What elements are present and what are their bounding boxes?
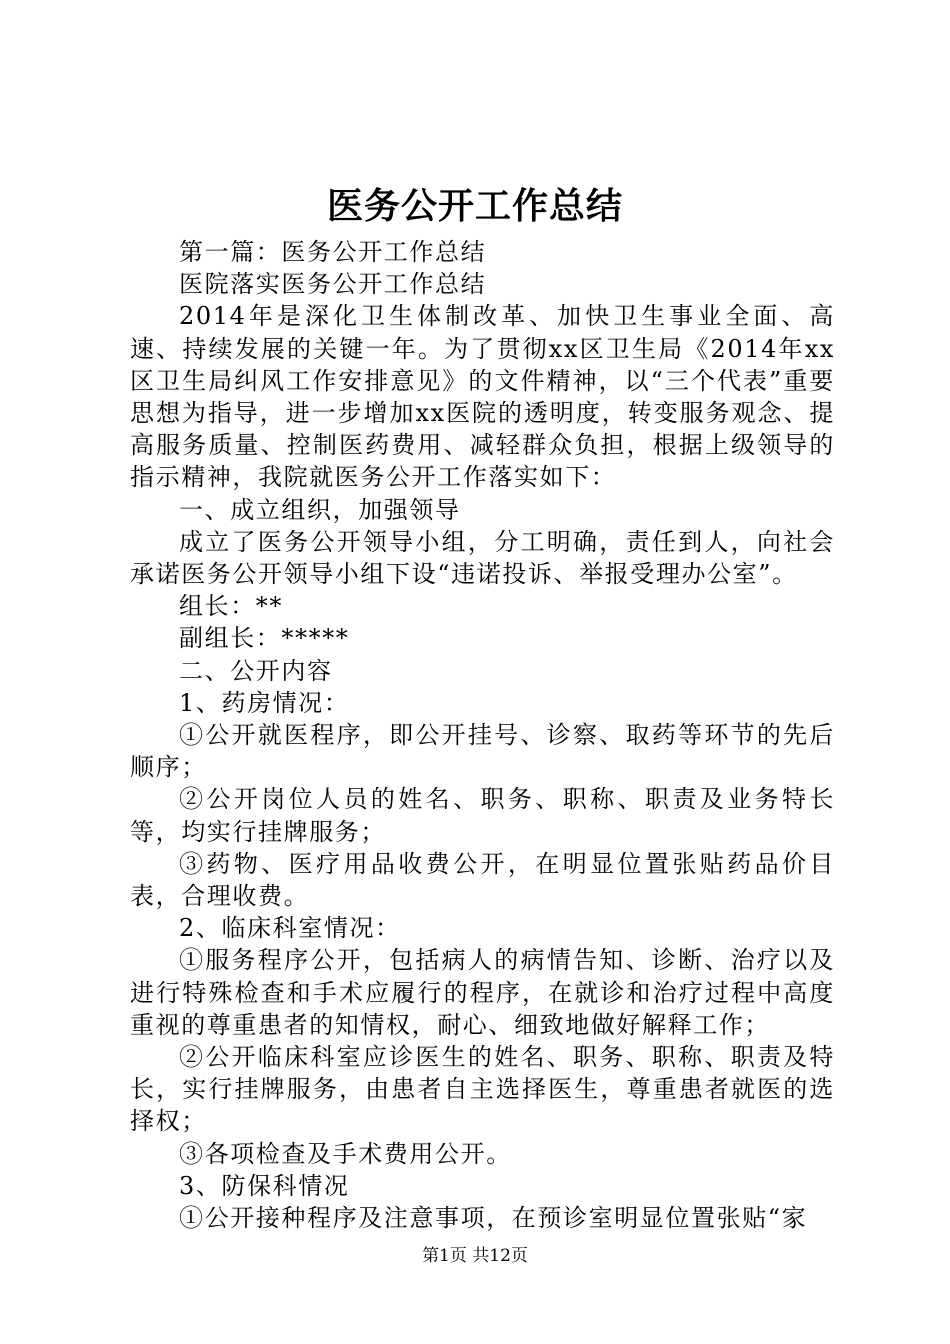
paragraph-prevention-heading: 3、防保科情况 — [179, 1171, 350, 1200]
paragraph-deputy-leader: 副组长：***** — [179, 624, 350, 653]
paragraph-section-heading: 第一篇：医务公开工作总结 — [179, 238, 487, 266]
document-body — [130, 236, 835, 1234]
paragraph-heading-content: 二、公开内容 — [179, 656, 333, 685]
paragraph-pharmacy-item-1: ①公开就医程序，即公开挂号、诊察、取药等环节的先后顺序； — [130, 721, 835, 782]
paragraph-pharmacy-item-3: ③药物、医疗用品收费公开，在明显位置张贴药品价目表，合理收费。 — [130, 849, 835, 911]
paragraph-intro: 2014年是深化卫生体制改革、加快卫生事业全面、高速、持续发展的关键一年。为了贯彻xx区卫生局《2014年xx区卫生局纠风工作安排意见》的文件精神，以“三个代表”重要思想为指导，进一步增加xx医院的透明度，转变服务观念、提高服务质量、控制医药费用、减轻群众负担，根据上级领导的指示精神，我院就医务公开工作落实如下： — [130, 302, 835, 492]
paragraph-pharmacy-heading: 1、药房情况： — [179, 688, 350, 717]
paragraph-organization: 成立了医务公开领导小组，分工明确，责任到人，向社会承诺医务公开领导小组下设“违诺投诉、举报受理办公室”。 — [130, 527, 835, 589]
paragraph-prevention-item-1: ①公开接种程序及注意事项，在预诊室明显位置张贴“家 — [179, 1204, 808, 1233]
page-number-footer: 第1页 共12页 — [422, 1246, 528, 1266]
paragraph-heading-organization: 一、成立组织，加强领导 — [179, 495, 461, 524]
paragraph-subtitle: 医院落实医务公开工作总结 — [179, 270, 487, 299]
paragraph-clinical-item-2: ②公开临床科室应诊医生的姓名、职务、职称、职责及特长，实行挂牌服务，由患者自主选择医生，尊重患者就医的选择权； — [130, 1043, 835, 1136]
paragraph-clinical-heading: 2、临床科室情况： — [179, 914, 401, 943]
document-title: 医务公开工作总结 — [326, 185, 623, 227]
paragraph-leader: 组长：** — [179, 592, 283, 621]
paragraph-clinical-item-1: ①服务程序公开，包括病人的病情告知、诊断、治疗以及进行特殊检查和手术应履行的程序，在就诊和治疗过程中高度重视的尊重患者的知情权，耐心、细致地做好解释工作； — [130, 946, 835, 1039]
paragraph-clinical-item-3: ③各项检查及手术费用公开。 — [179, 1139, 512, 1168]
paragraph-pharmacy-item-2: ②公开岗位人员的姓名、职务、职称、职责及业务特长等，均实行挂牌服务； — [130, 785, 835, 846]
